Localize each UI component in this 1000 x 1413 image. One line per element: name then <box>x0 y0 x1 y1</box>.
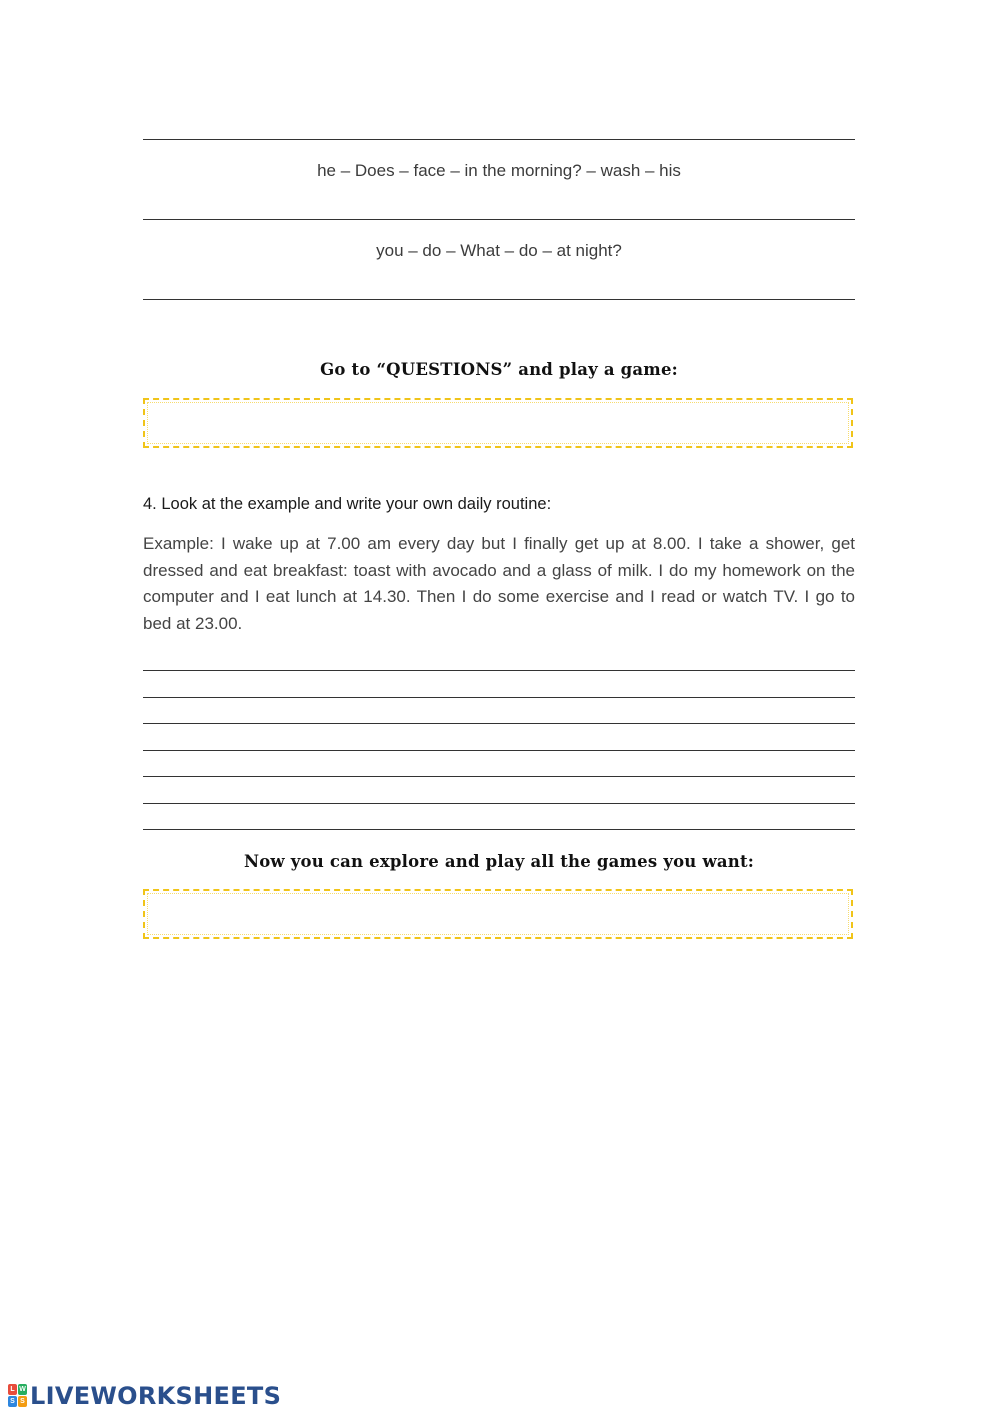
writing-line[interactable] <box>143 829 855 830</box>
game-prompt: Go to “QUESTIONS” and play a game: <box>320 360 678 379</box>
scrambled-sentence: you – do – What – do – at night? <box>376 241 622 260</box>
answer-line[interactable] <box>143 219 855 220</box>
scrambled-sentence: he – Does – face – in the morning? – wash – his <box>317 161 681 180</box>
writing-line[interactable] <box>143 776 855 777</box>
writing-line[interactable] <box>143 670 855 671</box>
example-paragraph: Example: I wake up at 7.00 am every day but I finally get up at 8.00. I take a shower, get dressed and eat breakfast: toast with avocado and a glass of milk. I do my homework on the computer and I eat lunch at 14.30. Then I do some exercise and I read or watch TV. I go to bed at 23.00. <box>143 534 855 633</box>
liveworksheets-blocks-icon: L W S S <box>8 1384 28 1408</box>
game-prompt: Now you can explore and play all the games you want: <box>243 852 755 871</box>
liveworksheets-logo[interactable] <box>8 1381 281 1411</box>
logo-text: LIVEWORKSHEETS <box>30 1382 282 1410</box>
writing-line[interactable] <box>143 750 855 751</box>
writing-line[interactable] <box>143 803 855 804</box>
answer-line[interactable] <box>143 139 855 140</box>
game-link-box[interactable] <box>143 889 853 939</box>
answer-line[interactable] <box>143 299 855 300</box>
exercise-heading: 4. Look at the example and write your own daily routine: <box>143 495 552 513</box>
writing-line[interactable] <box>143 723 855 724</box>
writing-line[interactable] <box>143 697 855 698</box>
game-link-box[interactable] <box>143 398 853 448</box>
